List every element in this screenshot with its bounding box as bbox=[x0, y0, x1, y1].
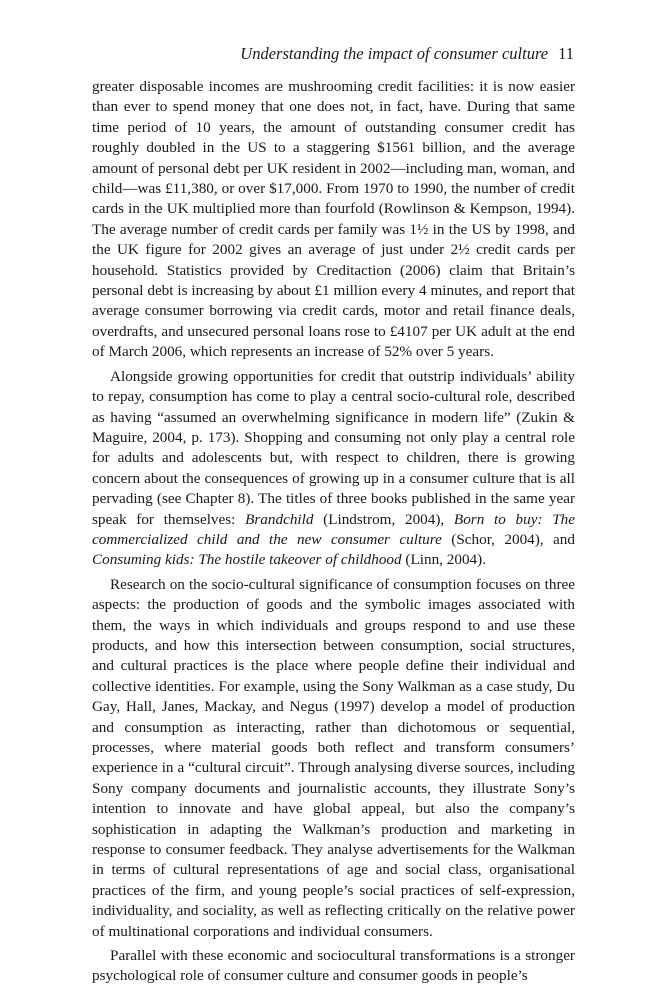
citation-linn: (Linn, 2004). bbox=[401, 551, 486, 569]
page-number: 11 bbox=[558, 44, 574, 63]
running-head bbox=[240, 44, 574, 64]
citation-lindstrom: (Lindstrom, 2004), bbox=[313, 510, 454, 528]
paragraph-2-text: Alongside growing opportunities for credit that outstrip individuals’ ability to repay, consumption has come to play a central socio-cultural role, described as having “assumed an overwhelming significance in modern life” (Zukin & Maguire, 2004, p. 173). Shopping and consuming not only play a central role for adults and adolescents but, with respect to children, there is growing concern about the consequences of growing up in a consumer culture that is all pervading (see Chapter 8). The titles of three books published in the same year speak for themselves: bbox=[92, 367, 575, 528]
body-text bbox=[92, 77, 575, 987]
book-title-consuming-kids: Consuming kids: The hostile takeover of childhood bbox=[92, 551, 402, 569]
citation-schor: (Schor, 2004), and bbox=[441, 530, 575, 548]
book-title-born-to-buy: Born to buy: The commercialized child and the new consumer culture bbox=[92, 510, 575, 548]
paragraph-1: greater disposable incomes are mushrooming credit facilities: it is now easier than ever to spend money that one does not, in fact, have. During that same time period of 10 years, the amount of outstanding consumer credit has roughly doubled in the US to a staggering $1561 billion, and the average amount of personal debt per UK resident in 2002—including man, woman, and child—was £11,380, or over $17,000. From 1970 to 1990, the number of credit cards in the UK multiplied more than fourfold (Rowlinson & Kempson, 1994). The average number of credit cards per family was 1½ in the US by 1998, and the UK figure for 2002 gives an average of just under 2½ credit cards per household. Statistics provided by Creditaction (2006) claim that Britain’s personal debt is increasing by about £1 million every 4 minutes, and report that average consumer borrowing via credit cards, motor and retail finance deals, overdrafts, and unsecured personal loans rose to £4107 per UK adult at the end of March 2006, which represents an increase of 52% over 5 years. bbox=[92, 78, 575, 361]
book-title-brandchild: Brandchild bbox=[245, 510, 314, 528]
paragraph-4: Parallel with these economic and sociocultural transformations is a stronger psychological role of consumer culture and consumer goods in people’s bbox=[92, 947, 575, 985]
paragraph-3: Research on the socio-cultural significance of consumption focuses on three aspects: the production of goods and the symbolic images associated with them, the ways in which individuals and groups respond to and use these products, and how this intersection between consumption, social structures, and cultural practices is the place where people define their individual and collective identities. For example, using the Sony Walkman as a case study, Du Gay, Hall, Janes, Mackay, and Negus (1997) develop a model of production and consumption as interacting, rather than dichotomous or sequential, processes, where material goods both reflect and transform consumers’ experience in a “cultural circuit”. Through analysing diverse sources, including Sony company documents and journalistic accounts, they illustrate Sony’s intention to innovate and have global appeal, but also the company’s sophistication in adapting the Walkman’s production and marketing in response to consumer feedback. They analyse advertisements for the Walkman in terms of cultural representations of age and social class, organisational practices of the firm, and young people’s social practices of self-expression, individuality, and sociality, as well as reflecting critically on the relative power of multinational corporations and individual consumers. bbox=[92, 575, 575, 940]
paragraph-2 bbox=[92, 367, 575, 571]
running-head-title: Understanding the impact of consumer culture bbox=[240, 44, 549, 63]
